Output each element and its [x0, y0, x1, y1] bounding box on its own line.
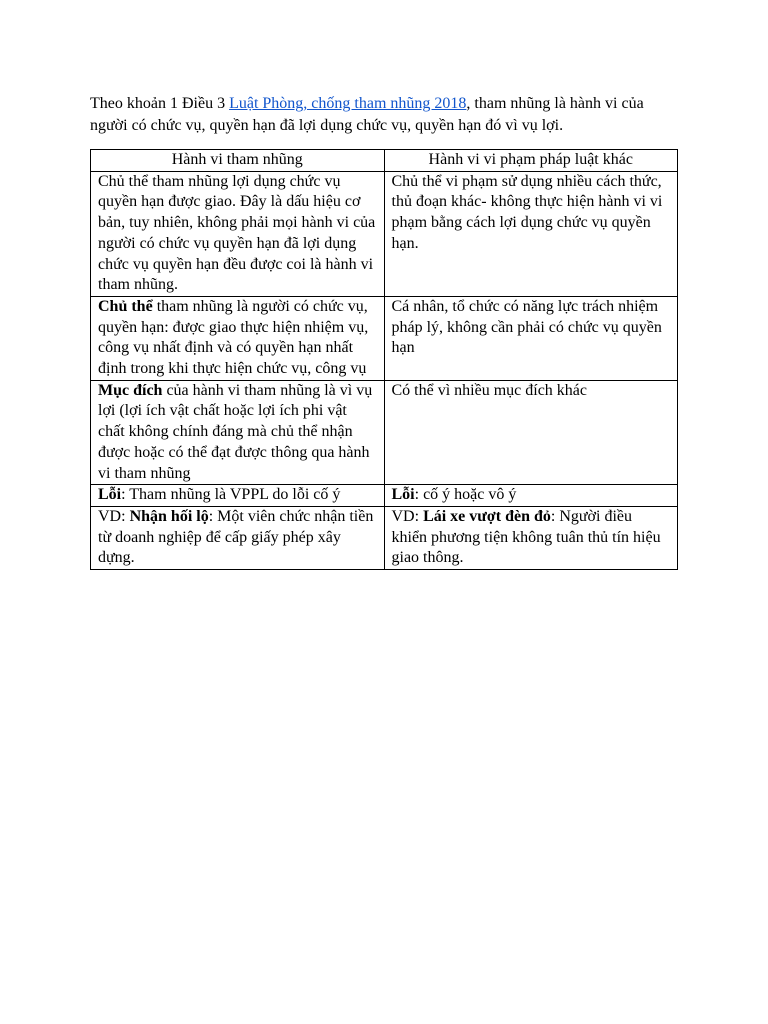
table-cell	[91, 296, 385, 380]
table-cell	[91, 485, 385, 507]
cell-bold-term: Lái xe vượt đèn đỏ	[423, 507, 551, 525]
cell-text: : cố ý hoặc vô ý	[414, 486, 517, 504]
cell-text: của hành vi tham nhũng là vì vụ lợi (lợi ích vật chất hoặc lợi ích phi vật chất không chính đáng mà chủ thể nhận được hoặc có thể đạt được thông qua hành vi tham nhũng	[98, 381, 373, 482]
cell-bold-term: Lỗi	[391, 486, 415, 504]
cell-text: Chủ thể tham nhũng lợi dụng chức vụ quyền hạn được giao. Đây là dấu hiệu cơ bản, tuy nhiên, không phải mọi hành vi của người có chức vụ quyền hạn đã lợi dụng chức vụ quyền hạn đều được coi là hành vi tham nhũng.	[98, 172, 376, 294]
cell-text: : Một viên chức nhận tiền từ doanh nghiệp để cấp giấy phép xây dựng.	[98, 507, 374, 567]
table-row	[91, 171, 678, 296]
comparison-table	[90, 149, 678, 570]
table-row	[91, 296, 678, 380]
table-row	[91, 506, 678, 569]
cell-bold-term: Chủ thể	[98, 297, 153, 315]
cell-text: : Tham nhũng là VPPL do lỗi cố ý	[121, 486, 341, 504]
table-cell	[384, 296, 678, 380]
intro-text-before: Theo khoản 1 Điều 3	[90, 95, 230, 112]
intro-paragraph	[90, 93, 680, 137]
cell-prefix: VD:	[98, 507, 130, 525]
cell-text: Cá nhân, tổ chức có năng lực trách nhiệm pháp lý, không cần phải có chức vụ quyền hạn	[391, 297, 662, 357]
table-cell	[384, 171, 678, 296]
table-row	[91, 380, 678, 485]
table-cell	[384, 485, 678, 507]
table-cell	[384, 506, 678, 569]
table-cell	[91, 380, 385, 485]
header-corruption: Hành vi tham nhũng	[91, 150, 385, 172]
cell-bold-term: Nhận hối lộ	[129, 507, 209, 525]
cell-text: tham nhũng là người có chức vụ, quyền hạn: được giao thực hiện nhiệm vụ, công vụ nhất định và có quyền hạn nhất định trong khi thực hiện chức vụ, công vụ	[98, 297, 369, 378]
table-cell	[91, 171, 385, 296]
table-cell	[91, 506, 385, 569]
table-header-row	[91, 150, 678, 172]
document-page	[90, 93, 680, 570]
cell-text: Chủ thể vi phạm sử dụng nhiều cách thức, thủ đoạn khác- không thực hiện hành vi vi phạm bằng cách lợi dụng chức vụ quyền hạn.	[391, 172, 663, 252]
law-link[interactable]: Luật Phòng, chống tham nhũng 2018	[229, 95, 467, 112]
cell-text: Có thể vì nhiều mục đích khác	[391, 381, 588, 399]
cell-bold-term: Lỗi	[98, 486, 122, 504]
cell-text: : Người điều khiển phương tiện không tuân thủ tín hiệu giao thông.	[391, 507, 661, 567]
intro-text-after: , tham nhũng là hành vi của người có chức vụ, quyền hạn đã lợi dụng chức vụ, quyền hạn đó vì vụ lợi.	[90, 95, 644, 134]
cell-prefix: VD:	[391, 507, 424, 525]
cell-bold-term: Mục đích	[98, 381, 163, 399]
table-cell	[384, 380, 678, 485]
table-row	[91, 485, 678, 507]
header-other-violations: Hành vi vi phạm pháp luật khác	[384, 150, 678, 172]
